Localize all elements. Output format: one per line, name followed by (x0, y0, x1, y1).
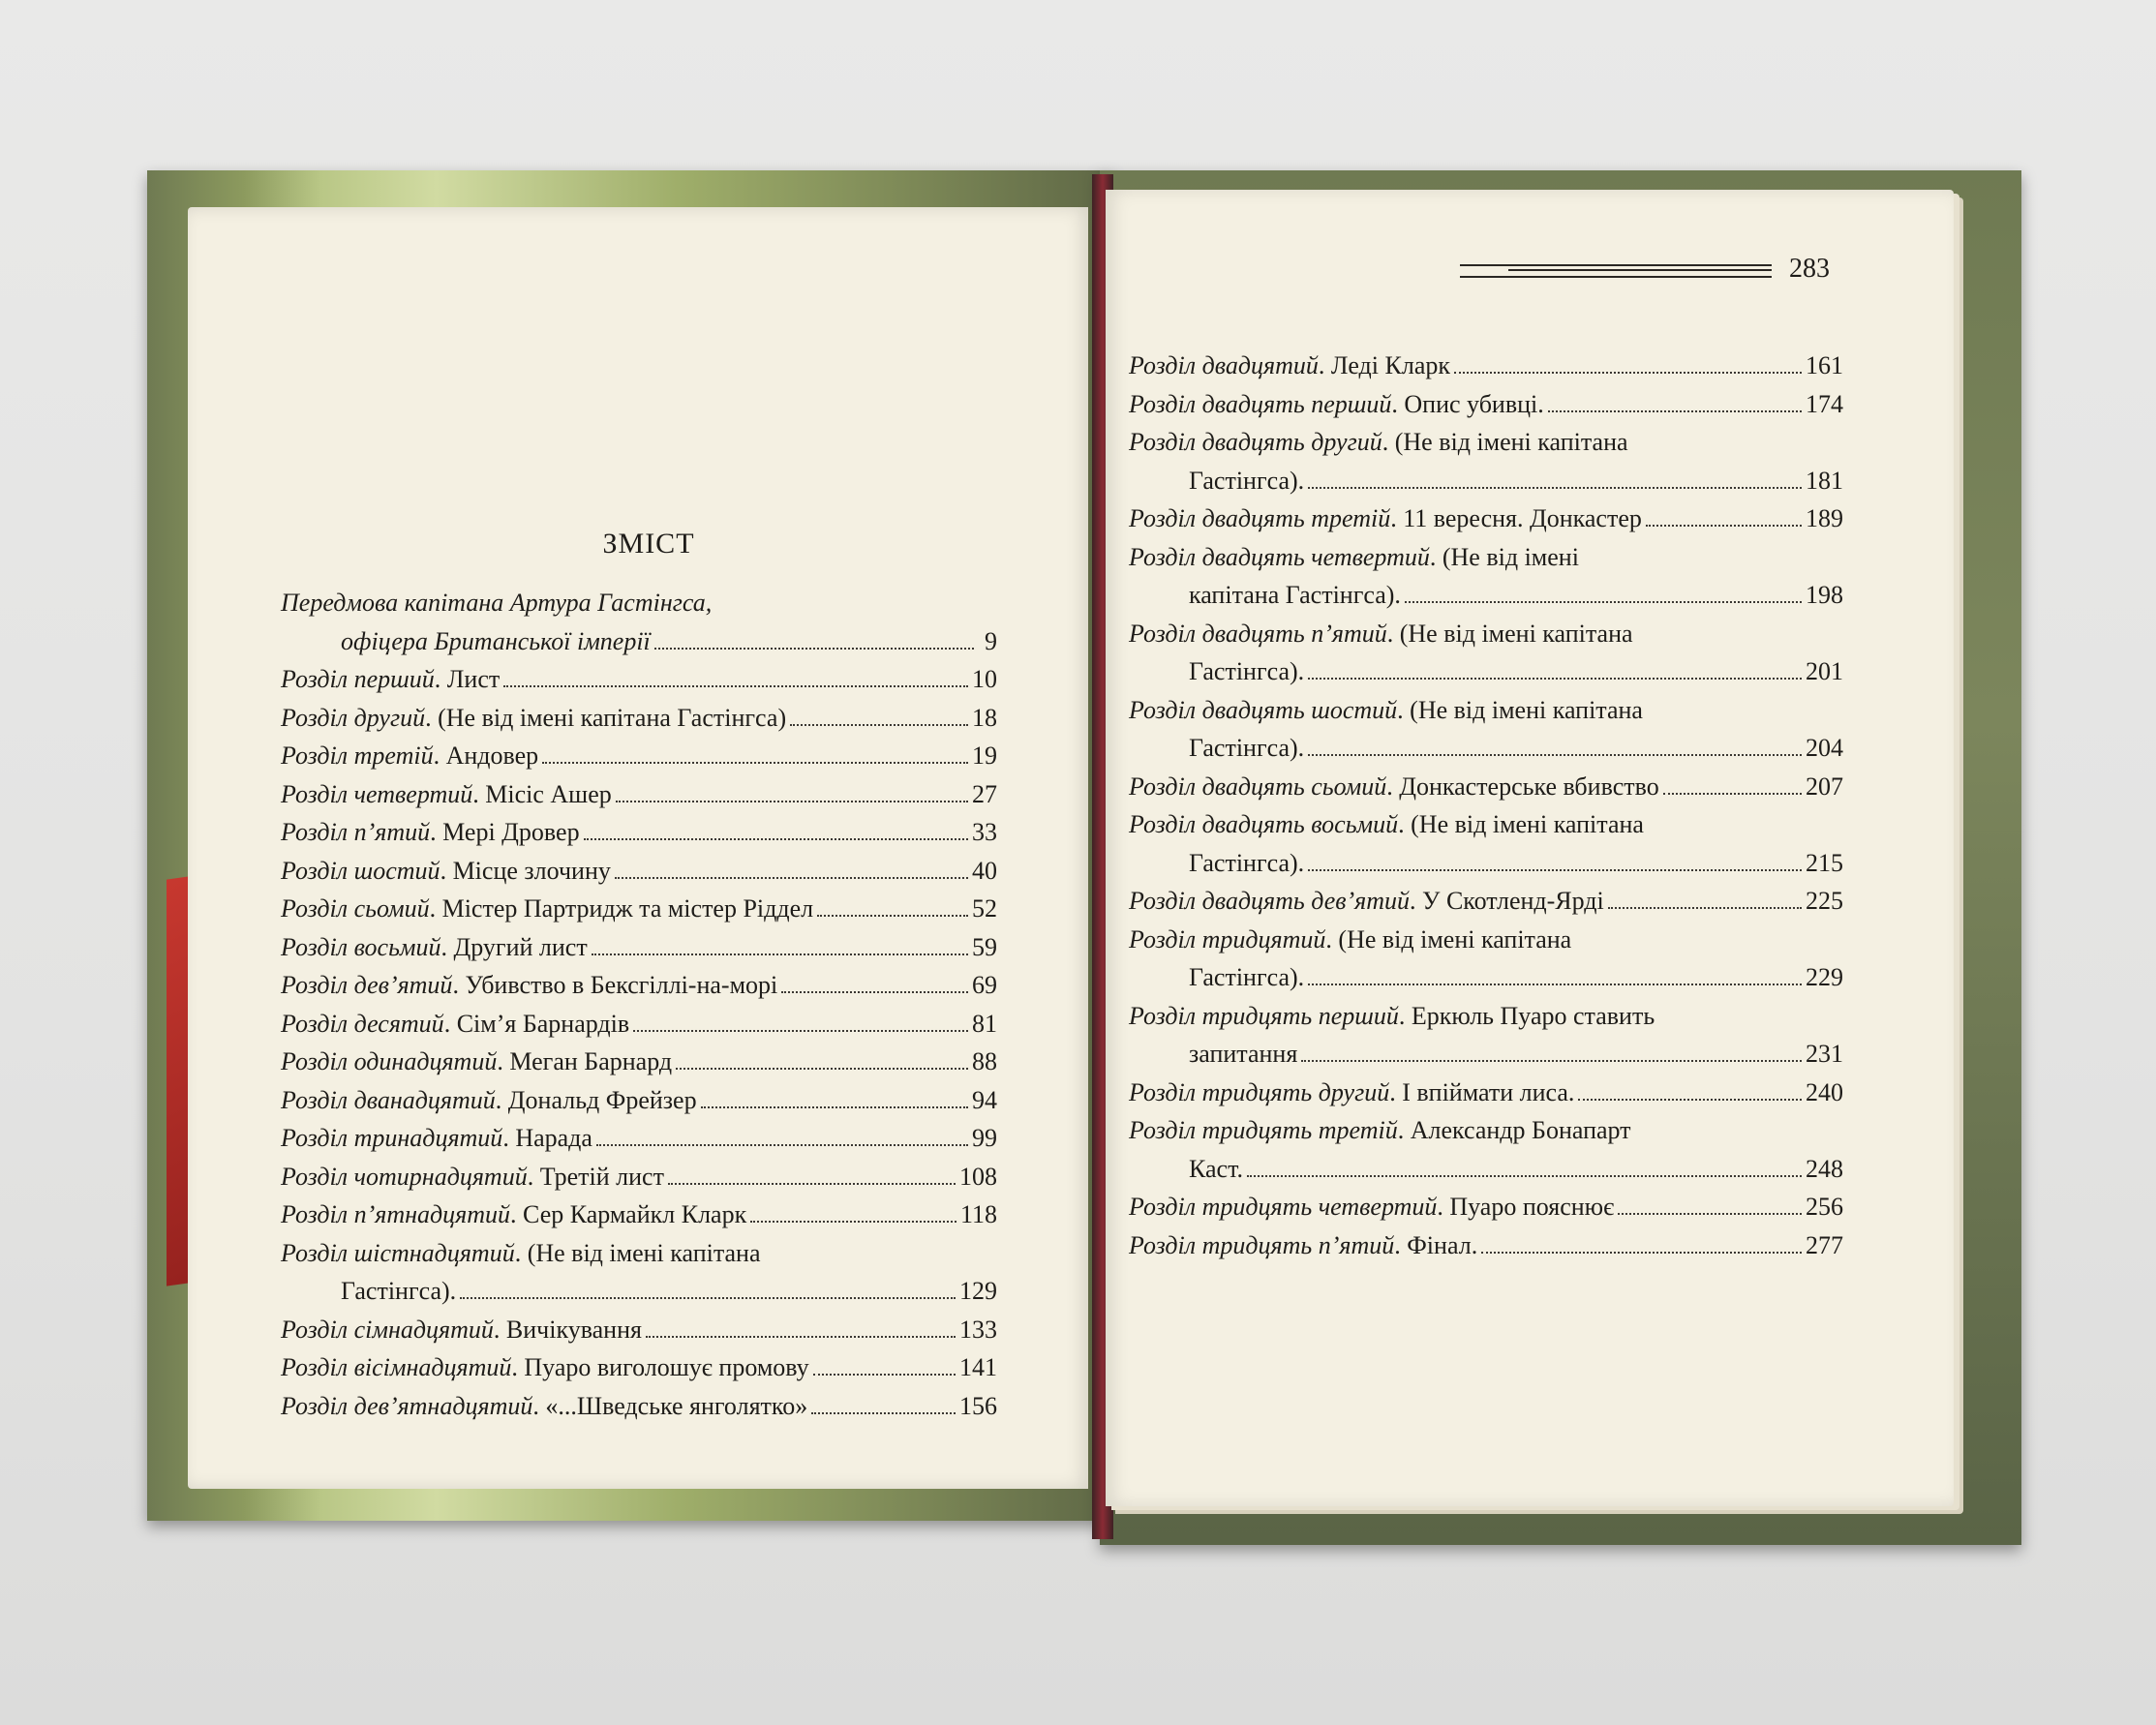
toc-entry (281, 890, 997, 928)
toc-entry (281, 928, 997, 967)
toc-entry-text (281, 1311, 642, 1349)
toc-entry-text (1129, 921, 1571, 959)
chapter-title: . Фінал. (1394, 1230, 1478, 1259)
toc-entry-line (1129, 1074, 1843, 1112)
dot-leader (1301, 1059, 1802, 1062)
toc-entry-text (281, 737, 538, 775)
chapter-title: . Нарада (502, 1124, 592, 1152)
chapter-label: Розділ тридцять п’ятий (1129, 1230, 1395, 1259)
toc-entry-line (1129, 729, 1843, 768)
toc-entry-text (1129, 538, 1579, 577)
toc-entry (1129, 385, 1843, 424)
dot-leader (633, 1029, 968, 1032)
chapter-title-continued: Гастінгса). (341, 1277, 457, 1305)
toc-entry-text (281, 1081, 697, 1120)
toc-entry (1129, 1226, 1843, 1265)
toc-entry-line (281, 852, 997, 891)
chapter-title: . Лист (434, 665, 501, 693)
toc-entry-text (281, 1043, 672, 1081)
dot-leader (542, 761, 968, 764)
toc-entry-line (281, 813, 997, 852)
chapter-label: Розділ двадцять п’ятий (1129, 619, 1387, 648)
toc-entry-text (1129, 499, 1642, 538)
page-ref: 240 (1806, 1077, 1843, 1106)
chapter-title-continued: офіцера Британської імперії (341, 626, 651, 655)
toc-entry-text (281, 775, 612, 814)
toc-entry-line (1129, 1188, 1843, 1226)
page-ref: 18 (972, 703, 997, 732)
chapter-label: Розділ десятий (281, 1009, 444, 1038)
page-ref: 189 (1806, 504, 1843, 532)
toc-entry-text (1129, 997, 1655, 1036)
toc-entry-text (1129, 615, 1633, 653)
running-header-rule (1460, 264, 1772, 278)
chapter-label: Розділ двадцять сьомий (1129, 772, 1387, 801)
page-ref: 69 (972, 971, 997, 999)
chapter-title: . (Не від імені капітана (1386, 619, 1633, 648)
chapter-label: Розділ двадцять третій (1129, 504, 1391, 532)
chapter-label: Розділ третій (281, 741, 434, 770)
dot-leader (781, 990, 968, 993)
chapter-label: Розділ дев’ятий (281, 971, 453, 999)
toc-entry (1129, 615, 1843, 691)
dot-leader (1308, 486, 1802, 489)
toc-entry-line (1129, 958, 1843, 997)
toc-entry-text (1129, 768, 1659, 806)
dot-leader (592, 953, 968, 955)
page-ref: 204 (1806, 734, 1843, 762)
chapter-label: Розділ тридцять третій (1129, 1116, 1398, 1144)
chapter-title: . Другий лист (440, 932, 588, 961)
toc-entry-line (1129, 538, 1843, 577)
page-ref: 99 (972, 1124, 997, 1152)
page-ref: 59 (972, 932, 997, 961)
toc-entry-text (281, 1234, 761, 1273)
toc-entry-text (281, 1158, 664, 1196)
chapter-title: . Сім’я Барнардів (443, 1009, 630, 1038)
chapter-label: Розділ дев’ятнадцятий (281, 1391, 533, 1420)
chapter-title: . Мері Дровер (430, 818, 580, 846)
chapter-title: . Третій лист (527, 1162, 664, 1191)
chapter-title: . Андовер (433, 741, 539, 770)
chapter-title-continued: запитання (1189, 1040, 1298, 1068)
page-number: 283 (1789, 254, 1830, 284)
dot-leader (616, 800, 968, 802)
chapter-title: . У Скотленд-Ярді (1410, 887, 1604, 915)
toc-entry-line (281, 1195, 997, 1234)
chapter-title: . (Не від імені капітана Гастінгса) (425, 703, 787, 732)
toc-entry (1129, 997, 1843, 1074)
dot-leader (1481, 1251, 1802, 1254)
toc-entry-text (1129, 1111, 1631, 1150)
toc-entry (281, 1311, 997, 1349)
toc-entry-text (281, 1005, 629, 1044)
dot-leader (701, 1105, 968, 1108)
toc-entry (1129, 768, 1843, 806)
page-ref: 118 (959, 1200, 997, 1228)
toc-entry (1129, 423, 1843, 499)
chapter-title: . (Не від імені (1429, 542, 1579, 571)
page-ref: 52 (972, 894, 997, 923)
page-ref: 94 (972, 1085, 997, 1114)
chapter-label: Розділ двадцятий (1129, 351, 1319, 379)
chapter-title: . Донкастерське вбивство (1386, 772, 1659, 801)
toc-entry (281, 584, 997, 660)
chapter-label: Розділ восьмий (281, 932, 441, 961)
toc-entry (281, 852, 997, 891)
toc-entry (1129, 882, 1843, 921)
chapter-label: Розділ п’ятий (281, 818, 431, 846)
chapter-label: Розділ двадцять дев’ятий (1129, 887, 1411, 915)
toc-entry-text (1129, 1188, 1614, 1226)
toc-entry (281, 966, 997, 1005)
toc-entry-line (1129, 691, 1843, 730)
toc-entry (281, 737, 997, 775)
toc-entry-text (1129, 691, 1643, 730)
toc-entry-text (281, 1195, 746, 1234)
toc-entry (1129, 1074, 1843, 1112)
toc-entry-line (1129, 462, 1843, 500)
chapter-title: . «...Шведське янголятко» (532, 1391, 808, 1420)
chapter-label: Розділ одинадцятий (281, 1047, 498, 1075)
chapter-title: . Сер Кармайкл Кларк (510, 1200, 747, 1228)
page-ref: 207 (1806, 772, 1843, 801)
page-ref: 174 (1806, 389, 1843, 418)
dot-leader (654, 647, 974, 650)
dot-leader (813, 1373, 956, 1376)
toc-entry-line (1129, 652, 1843, 691)
toc-entry (281, 1158, 997, 1196)
chapter-title: . Опис убивці. (1391, 389, 1544, 418)
page-ref: 129 (959, 1277, 997, 1305)
toc-entry-line (1129, 615, 1843, 653)
toc-entry-line (1129, 997, 1843, 1036)
toc-entry (281, 813, 997, 852)
dot-leader (790, 723, 968, 726)
toc-entry (1129, 499, 1843, 538)
dot-leader (584, 837, 968, 840)
toc-entry-line (1129, 921, 1843, 959)
toc-entry-text (281, 584, 712, 622)
toc-entry (281, 1387, 997, 1426)
chapter-title: . Пуаро пояснює (1437, 1193, 1615, 1221)
chapter-title: . (Не від імені капітана (1325, 924, 1572, 953)
page-ref: 81 (972, 1009, 997, 1038)
toc-entry (281, 1234, 997, 1311)
toc-entry-line (281, 1081, 997, 1120)
toc-entry-text (1129, 385, 1544, 424)
toc-heading: ЗМІСТ (602, 528, 695, 560)
toc-entry-text (1129, 882, 1604, 921)
page-ref: 27 (972, 779, 997, 808)
chapter-label: Розділ перший (281, 665, 435, 693)
page-ref: 10 (972, 665, 997, 693)
toc-entry (281, 699, 997, 738)
toc-entry (281, 1043, 997, 1081)
toc-entry-text (1129, 1074, 1574, 1112)
page-ref: 231 (1806, 1040, 1843, 1068)
toc-entry-line (281, 1043, 997, 1081)
toc-entry-line (1129, 1226, 1843, 1265)
toc-entry-text (1129, 805, 1644, 844)
toc-entry-line (281, 1005, 997, 1044)
toc-entry (281, 1081, 997, 1120)
toc-entry-line (1129, 844, 1843, 883)
chapter-title-continued: Гастінгса). (1189, 466, 1305, 495)
chapter-label: Розділ двадцять шостий (1129, 695, 1398, 724)
page-ref: 108 (959, 1162, 997, 1191)
page-ref: 229 (1806, 963, 1843, 991)
chapter-title-continued: Каст. (1189, 1154, 1243, 1183)
toc-entry (1129, 1111, 1843, 1188)
toc-entry (1129, 347, 1843, 385)
page-ref: 256 (1806, 1193, 1843, 1221)
dot-leader (817, 914, 968, 917)
page-ref: 40 (972, 856, 997, 885)
chapter-title: . Убивство в Бексгіллі-на-морі (452, 971, 778, 999)
chapter-title: . Дональд Фрейзер (495, 1085, 697, 1114)
toc-entry (281, 1119, 997, 1158)
toc-entry-line (281, 966, 997, 1005)
toc-entry-text (281, 699, 786, 738)
chapter-label: Розділ вісімнадцятий (281, 1353, 512, 1381)
toc-entry-line (1129, 499, 1843, 538)
toc-entry (281, 660, 997, 699)
toc-entry-line (281, 1348, 997, 1387)
toc-entry (281, 775, 997, 814)
toc-entry-text (1129, 423, 1628, 462)
chapter-label: Передмова капітана Артура Гастінгса, (281, 589, 713, 617)
dot-leader (503, 684, 968, 687)
toc-entry-line (1129, 1150, 1843, 1189)
chapter-label: Розділ сьомий (281, 894, 430, 923)
chapter-label: Розділ тринадцятий (281, 1124, 503, 1152)
chapter-label: Розділ двадцять четвертий (1129, 542, 1430, 571)
toc-list-right (1129, 347, 1843, 1264)
page-ref: 88 (972, 1047, 997, 1075)
toc-entry-line (1129, 1035, 1843, 1074)
toc-entry-text (281, 966, 777, 1005)
chapter-label: Розділ тридцять перший (1129, 1001, 1399, 1030)
chapter-title: . Александр Бонапарт (1397, 1116, 1631, 1144)
chapter-title: . Місце злочину (440, 856, 611, 885)
chapter-label: Розділ шістнадцятий (281, 1238, 515, 1267)
chapter-label: Розділ другий (281, 703, 426, 732)
chapter-title: . Меган Барнард (497, 1047, 673, 1075)
chapter-title: . (Не від імені капітана (1382, 428, 1628, 456)
page-ref: 201 (1806, 657, 1843, 685)
toc-entry-line (281, 1311, 997, 1349)
toc-entry (1129, 538, 1843, 615)
dot-leader (1663, 792, 1802, 795)
dot-leader (596, 1143, 968, 1146)
page-ref: 248 (1806, 1154, 1843, 1183)
toc-entry (281, 1005, 997, 1044)
page-ref: 141 (959, 1353, 997, 1381)
page-ref: 277 (1806, 1230, 1843, 1259)
dot-leader (668, 1182, 956, 1185)
toc-entry-text (281, 890, 813, 928)
dot-leader (1608, 906, 1802, 909)
toc-entry-line (281, 699, 997, 738)
toc-entry-line (1129, 347, 1843, 385)
chapter-title-continued: Гастінгса). (1189, 963, 1305, 991)
toc-entry-line (1129, 805, 1843, 844)
chapter-title: . Еркюль Пуаро ставить (1398, 1001, 1655, 1030)
chapter-title-continued: Гастінгса). (1189, 734, 1305, 762)
toc-entry-text (281, 660, 500, 699)
page-ref: 19 (972, 741, 997, 770)
chapter-title: . Вичікування (493, 1315, 642, 1344)
toc-entry-text (1129, 347, 1450, 385)
chapter-title: . Місіс Ашер (472, 779, 612, 808)
chapter-label: Розділ тридцять четвертий (1129, 1193, 1438, 1221)
toc-entry-line (281, 622, 997, 661)
chapter-label: Розділ двадцять перший (1129, 389, 1392, 418)
toc-entry-text (281, 1348, 809, 1387)
chapter-label: Розділ тридцять другий (1129, 1077, 1390, 1106)
page-ref: 181 (1806, 466, 1843, 495)
chapter-label: Розділ двадцять восьмий (1129, 810, 1399, 838)
chapter-title-continued: Гастінгса). (1189, 848, 1305, 877)
toc-entry-line (281, 775, 997, 814)
dot-leader (1247, 1174, 1802, 1177)
page-ref: 33 (972, 818, 997, 846)
toc-entry-text (281, 928, 588, 967)
dot-leader (646, 1335, 956, 1338)
toc-entry-line (1129, 576, 1843, 615)
toc-entry-line (1129, 385, 1843, 424)
dot-leader (1454, 371, 1802, 374)
toc-entry-line (1129, 1111, 1843, 1150)
dot-leader (811, 1411, 956, 1414)
toc-entry-text (281, 1119, 592, 1158)
chapter-label: Розділ тридцятий (1129, 924, 1326, 953)
dot-leader (676, 1067, 968, 1070)
dot-leader (1308, 677, 1802, 680)
toc-entry-line (281, 584, 997, 622)
toc-list-left (281, 584, 997, 1425)
page-ref: 9 (985, 626, 997, 655)
chapter-title: . Містер Партридж та містер Ріддел (429, 894, 814, 923)
chapter-title: . Леді Кларк (1318, 351, 1450, 379)
toc-entry-text (281, 1387, 807, 1426)
toc-entry-line (281, 1272, 997, 1311)
toc-entry (281, 1348, 997, 1387)
chapter-label: Розділ чотирнадцятий (281, 1162, 528, 1191)
toc-entry-line (1129, 423, 1843, 462)
toc-entry-line (1129, 768, 1843, 806)
dot-leader (615, 876, 968, 879)
chapter-label: Розділ дванадцятий (281, 1085, 496, 1114)
toc-entry (1129, 691, 1843, 768)
page-ref: 215 (1806, 848, 1843, 877)
page-ref: 198 (1806, 581, 1843, 609)
toc-entry-line (281, 928, 997, 967)
toc-entry-text (1129, 1226, 1477, 1265)
chapter-title: . І впіймати лиса. (1389, 1077, 1575, 1106)
toc-entry-text (281, 852, 611, 891)
dot-leader (1405, 600, 1802, 603)
toc-entry-line (281, 1387, 997, 1426)
toc-entry-line (281, 1119, 997, 1158)
dot-leader (1308, 983, 1802, 985)
chapter-title-continued: капітана Гастінгса). (1189, 581, 1401, 609)
toc-entry-text (281, 813, 580, 852)
toc-entry (1129, 805, 1843, 882)
toc-entry-line (281, 1234, 997, 1273)
toc-entry-line (1129, 882, 1843, 921)
chapter-title-continued: Гастінгса). (1189, 657, 1305, 685)
chapter-label: Розділ шостий (281, 856, 440, 885)
dot-leader (1308, 753, 1802, 756)
page-ref: 133 (959, 1315, 997, 1344)
toc-entry-line (281, 737, 997, 775)
dot-leader (750, 1220, 957, 1223)
dot-leader (1578, 1098, 1802, 1101)
toc-entry-line (281, 890, 997, 928)
page-ref: 156 (959, 1391, 997, 1420)
toc-entry (1129, 921, 1843, 997)
chapter-label: Розділ п’ятнадцятий (281, 1200, 511, 1228)
dot-leader (460, 1296, 956, 1299)
dot-leader (1618, 1212, 1802, 1215)
dot-leader (1646, 524, 1802, 527)
dot-leader (1548, 409, 1802, 412)
toc-entry-line (281, 660, 997, 699)
page-ref: 225 (1806, 887, 1843, 915)
chapter-title: . (Не від імені капітана (1397, 695, 1643, 724)
toc-entry (1129, 1188, 1843, 1226)
toc-entry-line (281, 1158, 997, 1196)
chapter-title: . 11 вересня. Донкастер (1390, 504, 1642, 532)
chapter-label: Розділ двадцять другий (1129, 428, 1382, 456)
chapter-label: Розділ четвертий (281, 779, 473, 808)
chapter-title: . (Не від імені капітана (514, 1238, 761, 1267)
page-ref: 161 (1806, 351, 1843, 379)
chapter-title: . Пуаро виголошує промову (511, 1353, 809, 1381)
chapter-title: . (Не від імені капітана (1398, 810, 1644, 838)
toc-entry (281, 1195, 997, 1234)
chapter-label: Розділ сімнадцятий (281, 1315, 494, 1344)
dot-leader (1308, 868, 1802, 871)
